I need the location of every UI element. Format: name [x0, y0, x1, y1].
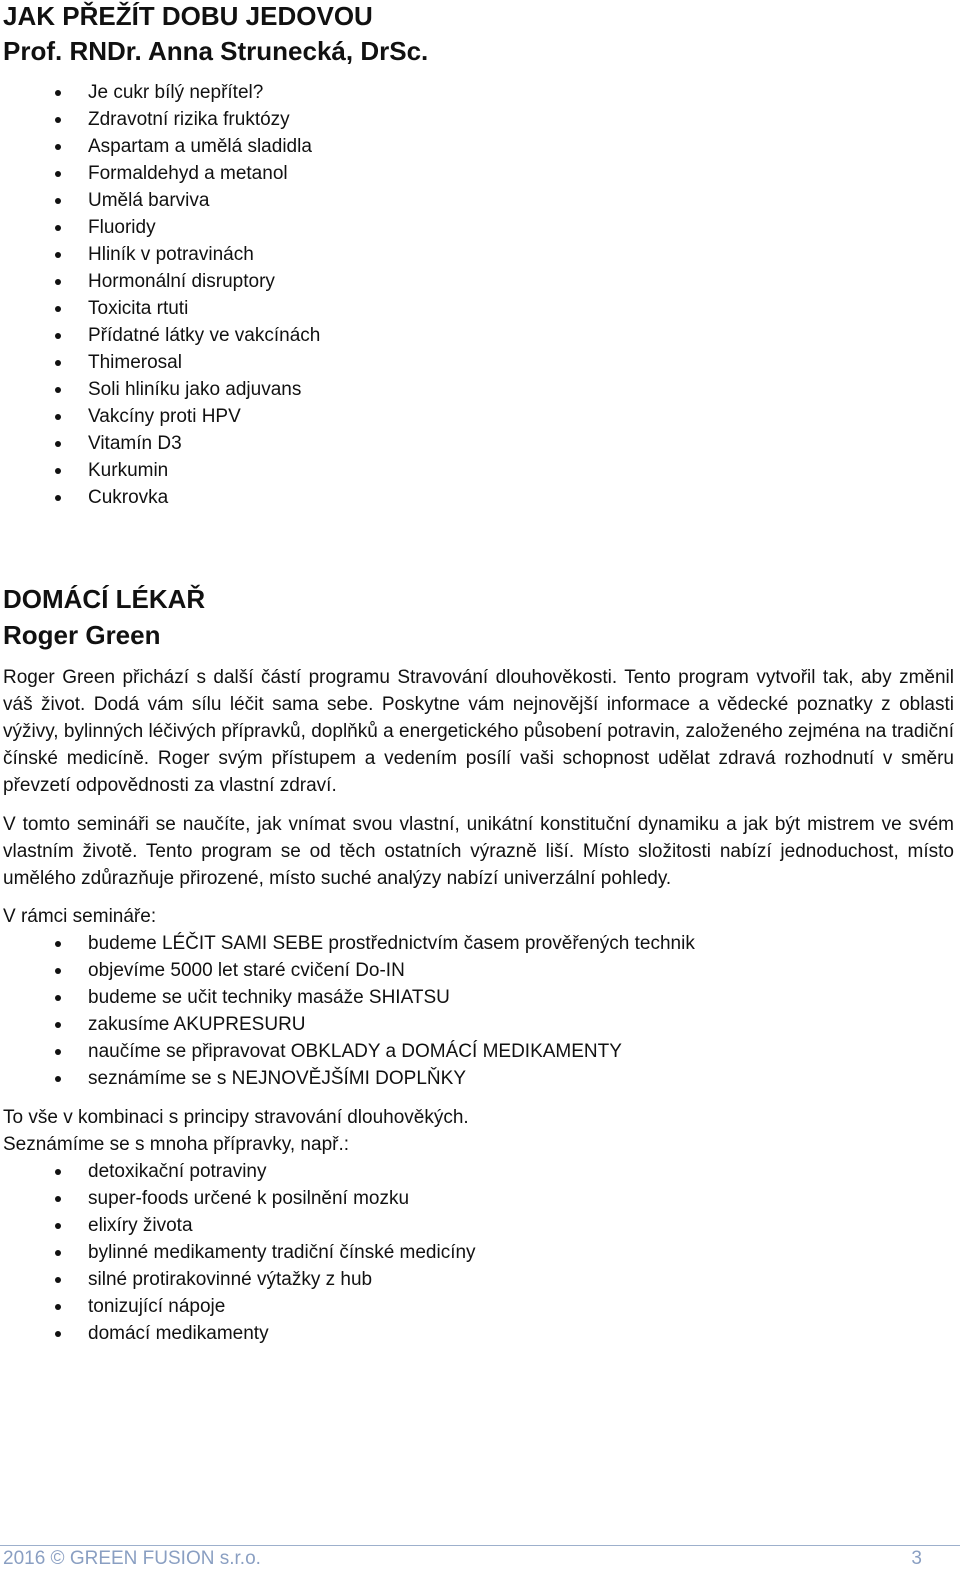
list-item-text: Thimerosal [88, 352, 182, 373]
list-item [0, 133, 950, 160]
list-item-text: elixíry života [88, 1215, 193, 1236]
list-item-text: budeme se učit techniky masáže SHIATSU [88, 987, 450, 1008]
list-item [0, 160, 950, 187]
list-item [0, 1239, 950, 1266]
list-item [0, 295, 950, 322]
bullet-icon [55, 1049, 61, 1055]
list-item [0, 957, 950, 984]
list-item [0, 376, 950, 403]
list-item-text: Přídatné látky ve vakcínách [88, 325, 321, 346]
list-item [0, 214, 950, 241]
bullet-icon [55, 1022, 61, 1028]
seminar-list [0, 930, 950, 1092]
list-item-text: silné protirakovinné výtažky z hub [88, 1269, 373, 1290]
list-item [0, 1158, 950, 1185]
list-item [0, 187, 950, 214]
section2-title: DOMÁCÍ LÉKAŘ [3, 584, 206, 614]
seminar-paragraph: V tomto semináři se naučíte, jak vnímat svou vlastní, unikátní konstituční dynamiku a jak být mistrem ve svém vlastním životě. Tento program se od těch ostatních výrazně liší. Místo složitosti nabízí jednoduchost, místo umělého zdůrazňuje přirozené, místo suché analýzy nabízí univerzální pohledy. [3, 814, 954, 889]
section1-author: Prof. RNDr. Anna Strunecká, DrSc. [3, 36, 429, 66]
list-item [0, 1065, 950, 1092]
bullet-icon [55, 1196, 61, 1202]
list-item-text: Umělá barviva [88, 190, 210, 211]
bullet-icon [55, 968, 61, 974]
list-item-text: Soli hliníku jako adjuvans [88, 379, 302, 400]
list-item-text: Formaldehyd a metanol [88, 163, 288, 184]
list-item-text: zakusíme AKUPRESURU [88, 1014, 306, 1035]
list-item [0, 106, 950, 133]
bullet-icon [55, 198, 61, 204]
list-item-text: Zdravotní rizika fruktózy [88, 109, 290, 130]
bullet-icon [55, 387, 61, 393]
list-item-text: Cukrovka [88, 487, 169, 508]
list-item [0, 1320, 950, 1347]
bullet-icon [55, 225, 61, 231]
bullet-icon [55, 441, 61, 447]
list-item-text: Vakcíny proti HPV [88, 406, 241, 427]
list-item-text: Vitamín D3 [88, 433, 182, 454]
bullet-icon [55, 1277, 61, 1283]
section2-author: Roger Green [3, 620, 161, 650]
bullet-icon [55, 468, 61, 474]
list-item [0, 430, 950, 457]
list-item-text: objevíme 5000 let staré cvičení Do-IN [88, 960, 405, 981]
bullet-icon [55, 360, 61, 366]
bullet-icon [55, 1076, 61, 1082]
list-item-text: Aspartam a umělá sladidla [88, 136, 312, 157]
list-item [0, 984, 950, 1011]
bullet-icon [55, 414, 61, 420]
section1-topic-list [0, 79, 950, 511]
list-item [0, 268, 950, 295]
bullet-icon [55, 117, 61, 123]
seminar-intro: V rámci semináře: [3, 906, 157, 927]
footer-page-number: 3 [911, 1548, 922, 1569]
bullet-icon [55, 144, 61, 150]
list-item [0, 484, 950, 511]
list-item [0, 1293, 950, 1320]
list-item [0, 457, 950, 484]
list-item-text: Je cukr bílý nepřítel? [88, 82, 264, 103]
bullet-icon [55, 995, 61, 1001]
footer-copyright: 2016 © GREEN FUSION s.r.o. [3, 1548, 261, 1569]
list-item-text: super-foods určené k posilnění mozku [88, 1188, 410, 1209]
list-item [0, 930, 950, 957]
list-item-text: tonizující nápoje [88, 1296, 226, 1317]
list-item-text: naučíme se připravovat OBKLADY a DOMÁCÍ MEDIKAMENTY [88, 1041, 622, 1062]
intro-paragraph: Roger Green přichází s další částí programu Stravování dlouhověkosti. Tento program vytvořil tak, aby změnil váš život. Dodá vám sílu léčit sama sebe. Poskytne vám nejnovější informace a vědecké poznatky z oblasti výživy, bylinných léčivých přípravků, doplňků a energetického působení potravin, založeného zejména na tradiční čínské medicíně. Roger svým přístupem a vedením posílí vaši schopnost udělat zdravá rozhodnutí v směru převzetí odpovědnosti za vlastní zdraví. [3, 667, 954, 796]
bullet-icon [55, 1331, 61, 1337]
list-item [0, 79, 950, 106]
list-item-text: bylinné medikamenty tradiční čínské medicíny [88, 1242, 476, 1263]
products-intro: Seznámíme se s mnoha přípravky, např.: [3, 1134, 350, 1155]
bullet-icon [55, 279, 61, 285]
bullet-icon [55, 333, 61, 339]
bullet-icon [55, 306, 61, 312]
list-item [0, 241, 950, 268]
list-item-text: Kurkumin [88, 460, 169, 481]
list-item-text: budeme LÉČIT SAMI SEBE prostřednictvím časem prověřených technik [88, 933, 695, 954]
list-item [0, 1266, 950, 1293]
bullet-icon [55, 941, 61, 947]
bullet-icon [55, 1304, 61, 1310]
bullet-icon [55, 1223, 61, 1229]
bullet-icon [55, 90, 61, 96]
bullet-icon [55, 252, 61, 258]
list-item-text: detoxikační potraviny [88, 1161, 267, 1182]
list-item [0, 1011, 950, 1038]
list-item-text: Hormonální disruptory [88, 271, 275, 292]
section1-title: JAK PŘEŽÍT DOBU JEDOVOU [3, 1, 373, 31]
list-item [0, 1185, 950, 1212]
list-item [0, 322, 950, 349]
page-footer [0, 1545, 960, 1574]
bullet-icon [55, 1250, 61, 1256]
list-item-text: Toxicita rtuti [88, 298, 189, 319]
list-item [0, 1038, 950, 1065]
list-item [0, 1212, 950, 1239]
list-item-text: Fluoridy [88, 217, 156, 238]
list-item-text: Hliník v potravinách [88, 244, 254, 265]
bullet-icon [55, 1169, 61, 1175]
bullet-icon [55, 171, 61, 177]
combination-text: To vše v kombinaci s principy stravování dlouhověkých. [3, 1107, 469, 1128]
list-item-text: seznámíme se s NEJNOVĚJŠÍMI DOPLŇKY [88, 1068, 466, 1089]
list-item [0, 403, 950, 430]
list-item [0, 349, 950, 376]
list-item-text: domácí medikamenty [88, 1323, 269, 1344]
products-list [0, 1158, 950, 1347]
bullet-icon [55, 495, 61, 501]
